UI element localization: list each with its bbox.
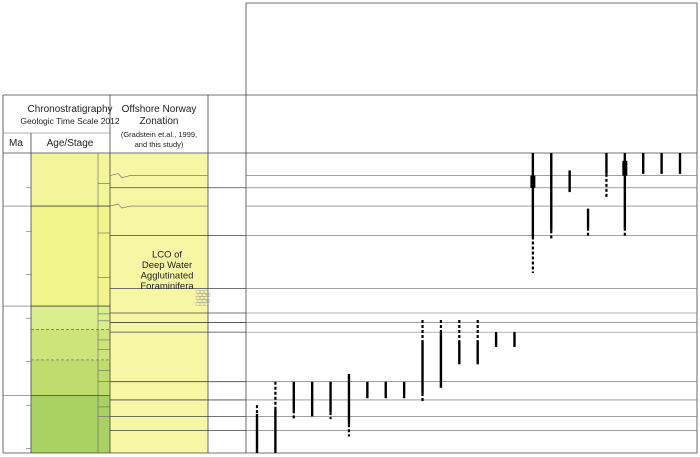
offshore-subtitle-line-1: (Gradstein et.al., 1999,: [120, 130, 198, 139]
zone-label: LCO of Deep Water Agglutinated Foraminifera: [140, 249, 194, 293]
age-stage-header: Age/Stage: [46, 138, 94, 149]
offshore-title-line-2: Zonation: [139, 116, 179, 127]
offshore-title-line-1: Offshore Norway: [121, 104, 197, 115]
ma-column-header: Ma: [9, 138, 23, 149]
chrono-title: Chronostratigraphy: [27, 104, 113, 115]
offshore-subtitle-line-2: and this study): [134, 140, 184, 149]
range-bars: [257, 153, 680, 453]
ma-axis: [26, 188, 31, 449]
zone-fill-layer: [110, 153, 208, 453]
chrono-subtitle: Geologic Time Scale 2012: [20, 116, 120, 126]
zone-column-fill: [110, 153, 208, 453]
